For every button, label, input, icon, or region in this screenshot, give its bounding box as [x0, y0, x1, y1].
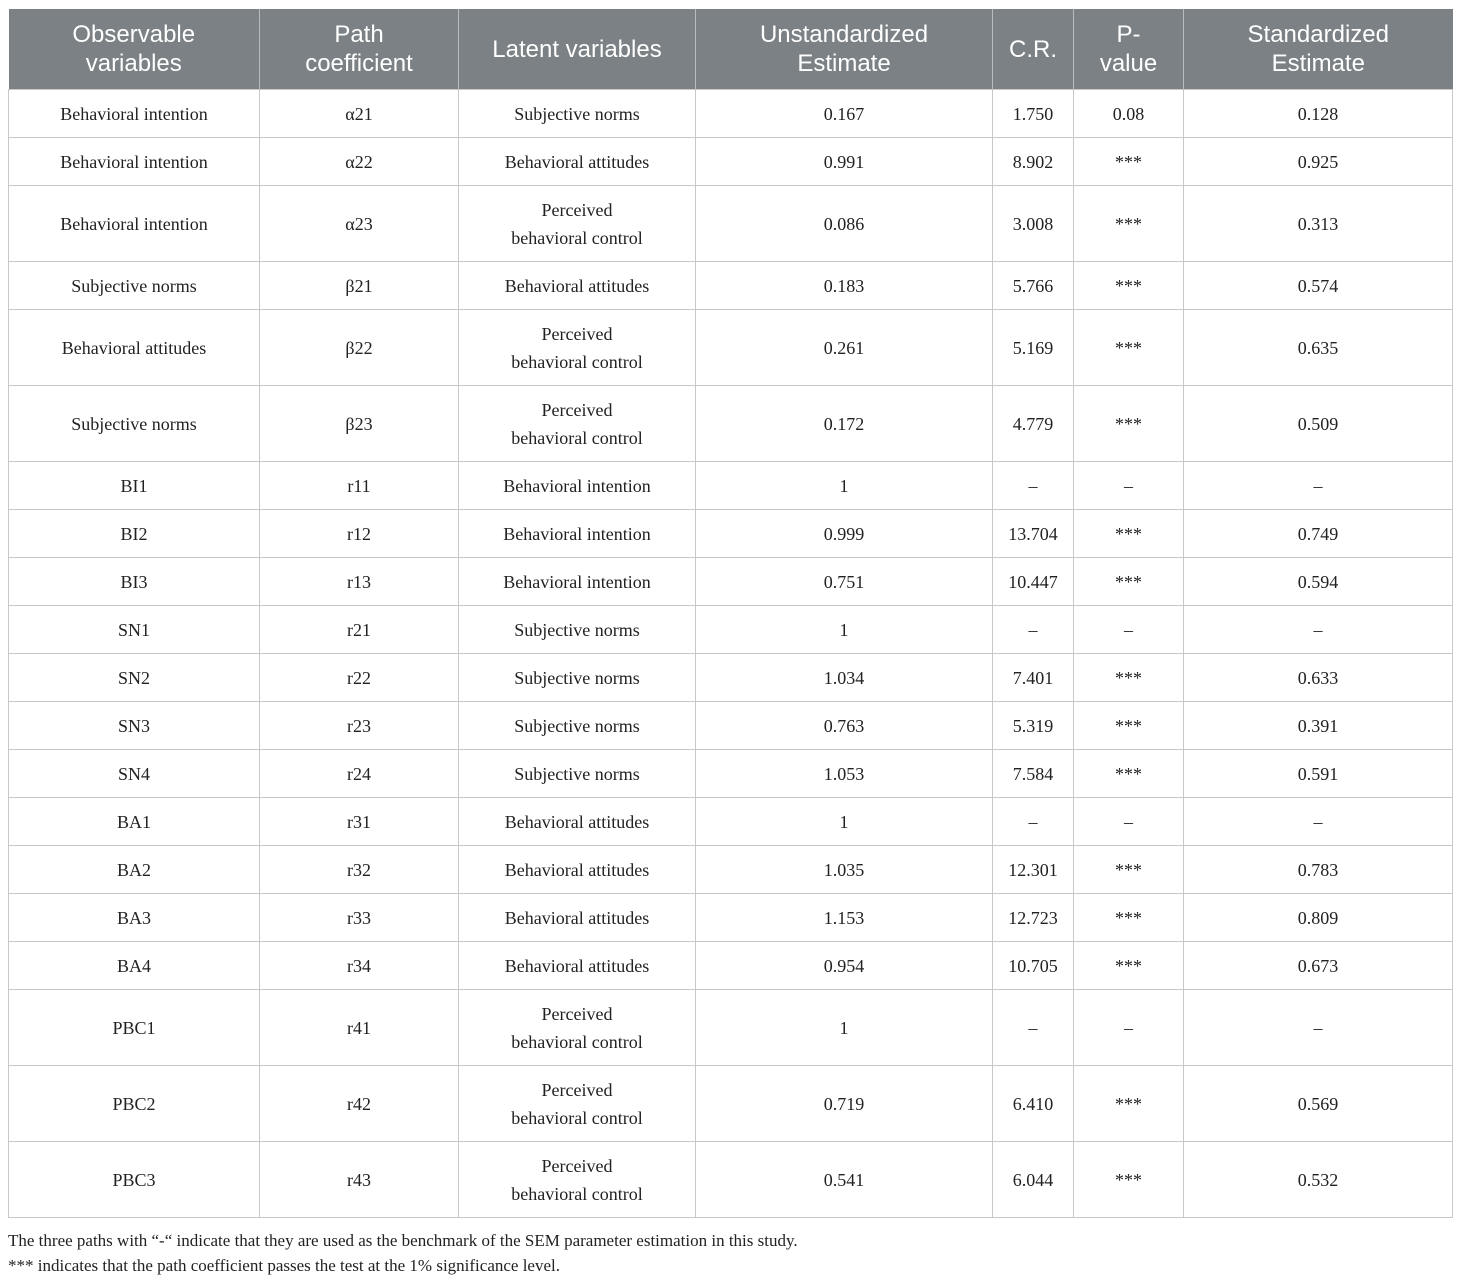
cell-latent-variable — [459, 462, 696, 510]
table-row — [9, 990, 1453, 1066]
cell-p-value: *** — [1074, 702, 1184, 750]
header-label-line: coefficient — [305, 50, 413, 77]
latent-label-line: Subjective norms — [514, 619, 640, 640]
cell-path-coefficient: r11 — [260, 462, 459, 510]
cell-cr: 1.750 — [993, 90, 1074, 138]
cell-p-value: *** — [1074, 510, 1184, 558]
cell-observable-variable: SN2 — [9, 654, 260, 702]
cell-p-value: – — [1074, 606, 1184, 654]
cell-p-value: *** — [1074, 1066, 1184, 1142]
cell-standardized-estimate: 0.635 — [1184, 310, 1453, 386]
cell-observable-variable: SN1 — [9, 606, 260, 654]
cell-cr: 5.766 — [993, 262, 1074, 310]
cell-unstandardized-estimate: 1.053 — [696, 750, 993, 798]
latent-label-line: Behavioral attitudes — [504, 811, 650, 832]
header-label-line: Latent variables — [492, 35, 662, 63]
cell-observable-variable: BI1 — [9, 462, 260, 510]
cell-unstandardized-estimate: 1 — [696, 798, 993, 846]
table-row — [9, 90, 1453, 138]
cell-cr: – — [993, 798, 1074, 846]
table-row — [9, 750, 1453, 798]
cell-path-coefficient: β23 — [260, 386, 459, 462]
table-row — [9, 310, 1453, 386]
table-row — [9, 894, 1453, 942]
cell-unstandardized-estimate: 0.763 — [696, 702, 993, 750]
latent-label-line: Perceived — [541, 1079, 613, 1100]
cell-cr: 12.301 — [993, 846, 1074, 894]
table-row — [9, 606, 1453, 654]
latent-label-line: Perceived — [541, 1003, 613, 1024]
cell-observable-variable: Behavioral intention — [9, 186, 260, 262]
cell-unstandardized-estimate: 0.261 — [696, 310, 993, 386]
cell-standardized-estimate: 0.391 — [1184, 702, 1453, 750]
cell-path-coefficient: r33 — [260, 894, 459, 942]
cell-standardized-estimate: 0.569 — [1184, 1066, 1453, 1142]
cell-p-value: 0.08 — [1074, 90, 1184, 138]
cell-latent-variable — [459, 798, 696, 846]
header-latent-variables — [459, 9, 696, 90]
cell-unstandardized-estimate: 1.153 — [696, 894, 993, 942]
cell-cr: 10.447 — [993, 558, 1074, 606]
cell-latent-variable — [459, 186, 696, 262]
cell-latent-variable — [459, 702, 696, 750]
cell-path-coefficient: r12 — [260, 510, 459, 558]
cell-cr: 10.705 — [993, 942, 1074, 990]
table-row — [9, 1142, 1453, 1218]
latent-label-line: Behavioral attitudes — [504, 275, 650, 296]
latent-label-line: Perceived — [541, 199, 613, 220]
cell-unstandardized-estimate: 0.954 — [696, 942, 993, 990]
table-row — [9, 262, 1453, 310]
cell-unstandardized-estimate: 0.183 — [696, 262, 993, 310]
cell-path-coefficient: r21 — [260, 606, 459, 654]
cell-observable-variable: BA1 — [9, 798, 260, 846]
cell-standardized-estimate: 0.532 — [1184, 1142, 1453, 1218]
header-label-line: Unstandardized — [759, 21, 929, 48]
cell-cr: 12.723 — [993, 894, 1074, 942]
cell-observable-variable: Subjective norms — [9, 386, 260, 462]
cell-path-coefficient: α21 — [260, 90, 459, 138]
cell-p-value: – — [1074, 798, 1184, 846]
latent-label-line: Perceived — [541, 323, 613, 344]
latent-label-line: Subjective norms — [514, 103, 640, 124]
cell-observable-variable: Behavioral intention — [9, 138, 260, 186]
cell-latent-variable — [459, 558, 696, 606]
cell-unstandardized-estimate: 1 — [696, 606, 993, 654]
cell-cr: 5.169 — [993, 310, 1074, 386]
cell-observable-variable: BI3 — [9, 558, 260, 606]
cell-standardized-estimate: – — [1184, 798, 1453, 846]
cell-p-value: – — [1074, 462, 1184, 510]
latent-label-line: Subjective norms — [514, 763, 640, 784]
cell-observable-variable: PBC2 — [9, 1066, 260, 1142]
cell-cr: 7.584 — [993, 750, 1074, 798]
cell-standardized-estimate: 0.574 — [1184, 262, 1453, 310]
latent-label-line: Perceived — [541, 399, 613, 420]
latent-label-line: Behavioral intention — [503, 523, 651, 544]
cell-observable-variable: SN4 — [9, 750, 260, 798]
cell-path-coefficient: β22 — [260, 310, 459, 386]
cell-observable-variable: SN3 — [9, 702, 260, 750]
cell-standardized-estimate: 0.594 — [1184, 558, 1453, 606]
cell-cr: – — [993, 606, 1074, 654]
cell-latent-variable — [459, 942, 696, 990]
cell-latent-variable — [459, 1142, 696, 1218]
cell-standardized-estimate: 0.633 — [1184, 654, 1453, 702]
latent-label-line: Behavioral intention — [503, 475, 651, 496]
cell-latent-variable — [459, 1066, 696, 1142]
cell-observable-variable: BA2 — [9, 846, 260, 894]
cell-unstandardized-estimate: 0.172 — [696, 386, 993, 462]
latent-label-line: Behavioral attitudes — [504, 907, 650, 928]
cell-latent-variable — [459, 846, 696, 894]
cell-cr: – — [993, 462, 1074, 510]
cell-p-value: *** — [1074, 654, 1184, 702]
cell-latent-variable — [459, 310, 696, 386]
table-row — [9, 138, 1453, 186]
cell-p-value: *** — [1074, 262, 1184, 310]
cell-path-coefficient: r43 — [260, 1142, 459, 1218]
cell-standardized-estimate: 0.783 — [1184, 846, 1453, 894]
cell-unstandardized-estimate: 0.541 — [696, 1142, 993, 1218]
results-table-container — [8, 9, 1452, 1218]
note-significance: *** indicates that the path coefficient passes the test at the 1% significance level. — [8, 1256, 560, 1275]
cell-path-coefficient: r23 — [260, 702, 459, 750]
cell-cr: 7.401 — [993, 654, 1074, 702]
cell-cr: 6.044 — [993, 1142, 1074, 1218]
cell-unstandardized-estimate: 0.719 — [696, 1066, 993, 1142]
cell-standardized-estimate: 0.809 — [1184, 894, 1453, 942]
cell-latent-variable — [459, 386, 696, 462]
table-row — [9, 186, 1453, 262]
cell-p-value: *** — [1074, 186, 1184, 262]
header-path-coefficient — [260, 9, 459, 90]
cell-standardized-estimate: 0.509 — [1184, 386, 1453, 462]
header-label-line: value — [1099, 50, 1158, 77]
header-standardized-estimate — [1184, 9, 1453, 90]
cell-standardized-estimate: 0.925 — [1184, 138, 1453, 186]
cell-p-value: *** — [1074, 846, 1184, 894]
table-row — [9, 1066, 1453, 1142]
cell-latent-variable — [459, 138, 696, 186]
cell-p-value: *** — [1074, 558, 1184, 606]
cell-latent-variable — [459, 90, 696, 138]
table-notes — [8, 1228, 1452, 1278]
cell-observable-variable: BA4 — [9, 942, 260, 990]
header-label-line: Observable — [72, 21, 196, 48]
latent-label-line: Perceived — [541, 1155, 613, 1176]
cell-path-coefficient: r41 — [260, 990, 459, 1066]
cell-unstandardized-estimate: 0.999 — [696, 510, 993, 558]
cell-standardized-estimate: 0.313 — [1184, 186, 1453, 262]
cell-standardized-estimate: 0.591 — [1184, 750, 1453, 798]
cell-observable-variable: Subjective norms — [9, 262, 260, 310]
cell-path-coefficient: r24 — [260, 750, 459, 798]
cell-path-coefficient: r31 — [260, 798, 459, 846]
cell-cr: 3.008 — [993, 186, 1074, 262]
table-row — [9, 942, 1453, 990]
cell-standardized-estimate: – — [1184, 990, 1453, 1066]
cell-path-coefficient: α23 — [260, 186, 459, 262]
cell-p-value: *** — [1074, 138, 1184, 186]
cell-cr: 6.410 — [993, 1066, 1074, 1142]
cell-p-value: *** — [1074, 310, 1184, 386]
cell-cr: – — [993, 990, 1074, 1066]
cell-path-coefficient: r32 — [260, 846, 459, 894]
header-label-line: Path — [334, 21, 384, 48]
cell-p-value: *** — [1074, 1142, 1184, 1218]
cell-standardized-estimate: – — [1184, 462, 1453, 510]
cell-standardized-estimate: 0.673 — [1184, 942, 1453, 990]
cell-path-coefficient: r34 — [260, 942, 459, 990]
header-p-value — [1074, 9, 1184, 90]
header-observable-variables — [9, 9, 260, 90]
cell-path-coefficient: r13 — [260, 558, 459, 606]
latent-label-line: Behavioral attitudes — [504, 859, 650, 880]
cell-path-coefficient: β21 — [260, 262, 459, 310]
cell-p-value: – — [1074, 990, 1184, 1066]
cell-latent-variable — [459, 750, 696, 798]
cell-unstandardized-estimate: 1 — [696, 462, 993, 510]
latent-label-line: Behavioral attitudes — [504, 955, 650, 976]
header-label-line: Estimate — [1271, 50, 1365, 77]
header-label-line: variables — [85, 50, 182, 77]
cell-observable-variable: Behavioral attitudes — [9, 310, 260, 386]
latent-label-line: Subjective norms — [514, 715, 640, 736]
header-label-line: Estimate — [797, 50, 891, 77]
cell-unstandardized-estimate: 0.751 — [696, 558, 993, 606]
cell-cr: 8.902 — [993, 138, 1074, 186]
latent-label-line: Behavioral intention — [503, 571, 651, 592]
cell-latent-variable — [459, 262, 696, 310]
cell-standardized-estimate: 0.128 — [1184, 90, 1453, 138]
cell-latent-variable — [459, 606, 696, 654]
latent-label-line: behavioral control — [511, 351, 643, 372]
header-cr — [993, 9, 1074, 90]
header-label-line: C.R. — [1009, 35, 1057, 63]
cell-latent-variable — [459, 990, 696, 1066]
cell-latent-variable — [459, 894, 696, 942]
table-row — [9, 798, 1453, 846]
cell-p-value: *** — [1074, 750, 1184, 798]
cell-standardized-estimate: 0.749 — [1184, 510, 1453, 558]
cell-unstandardized-estimate: 1 — [696, 990, 993, 1066]
cell-latent-variable — [459, 654, 696, 702]
cell-cr: 5.319 — [993, 702, 1074, 750]
cell-observable-variable: BI2 — [9, 510, 260, 558]
cell-unstandardized-estimate: 0.086 — [696, 186, 993, 262]
cell-unstandardized-estimate: 0.991 — [696, 138, 993, 186]
latent-label-line: Behavioral attitudes — [504, 151, 650, 172]
header-unstandardized-estimate — [696, 9, 993, 90]
cell-observable-variable: Behavioral intention — [9, 90, 260, 138]
cell-p-value: *** — [1074, 386, 1184, 462]
latent-label-line: behavioral control — [511, 1031, 643, 1052]
note-benchmark: The three paths with “-“ indicate that they are used as the benchmark of the SEM parameter estimation in this study. — [8, 1231, 798, 1250]
cell-observable-variable: PBC1 — [9, 990, 260, 1066]
table-row — [9, 462, 1453, 510]
cell-path-coefficient: r22 — [260, 654, 459, 702]
table-body — [9, 90, 1453, 1218]
latent-label-line: Subjective norms — [514, 667, 640, 688]
cell-p-value: *** — [1074, 894, 1184, 942]
cell-unstandardized-estimate: 0.167 — [696, 90, 993, 138]
table-header — [9, 9, 1453, 90]
table-row — [9, 654, 1453, 702]
latent-label-line: behavioral control — [511, 227, 643, 248]
latent-label-line: behavioral control — [511, 1183, 643, 1204]
cell-p-value: *** — [1074, 942, 1184, 990]
latent-label-line: behavioral control — [511, 427, 643, 448]
table-row — [9, 702, 1453, 750]
latent-label-line: behavioral control — [511, 1107, 643, 1128]
cell-unstandardized-estimate: 1.035 — [696, 846, 993, 894]
cell-path-coefficient: r42 — [260, 1066, 459, 1142]
cell-observable-variable: PBC3 — [9, 1142, 260, 1218]
header-label-line: P- — [1116, 21, 1141, 48]
table-row — [9, 558, 1453, 606]
header-row — [9, 9, 1453, 90]
cell-standardized-estimate: – — [1184, 606, 1453, 654]
header-label-line: Standardized — [1247, 21, 1389, 48]
cell-cr: 4.779 — [993, 386, 1074, 462]
cell-cr: 13.704 — [993, 510, 1074, 558]
table-row — [9, 386, 1453, 462]
cell-latent-variable — [459, 510, 696, 558]
sem-results-table — [8, 9, 1453, 1218]
table-row — [9, 510, 1453, 558]
cell-unstandardized-estimate: 1.034 — [696, 654, 993, 702]
cell-path-coefficient: α22 — [260, 138, 459, 186]
table-row — [9, 846, 1453, 894]
cell-observable-variable: BA3 — [9, 894, 260, 942]
